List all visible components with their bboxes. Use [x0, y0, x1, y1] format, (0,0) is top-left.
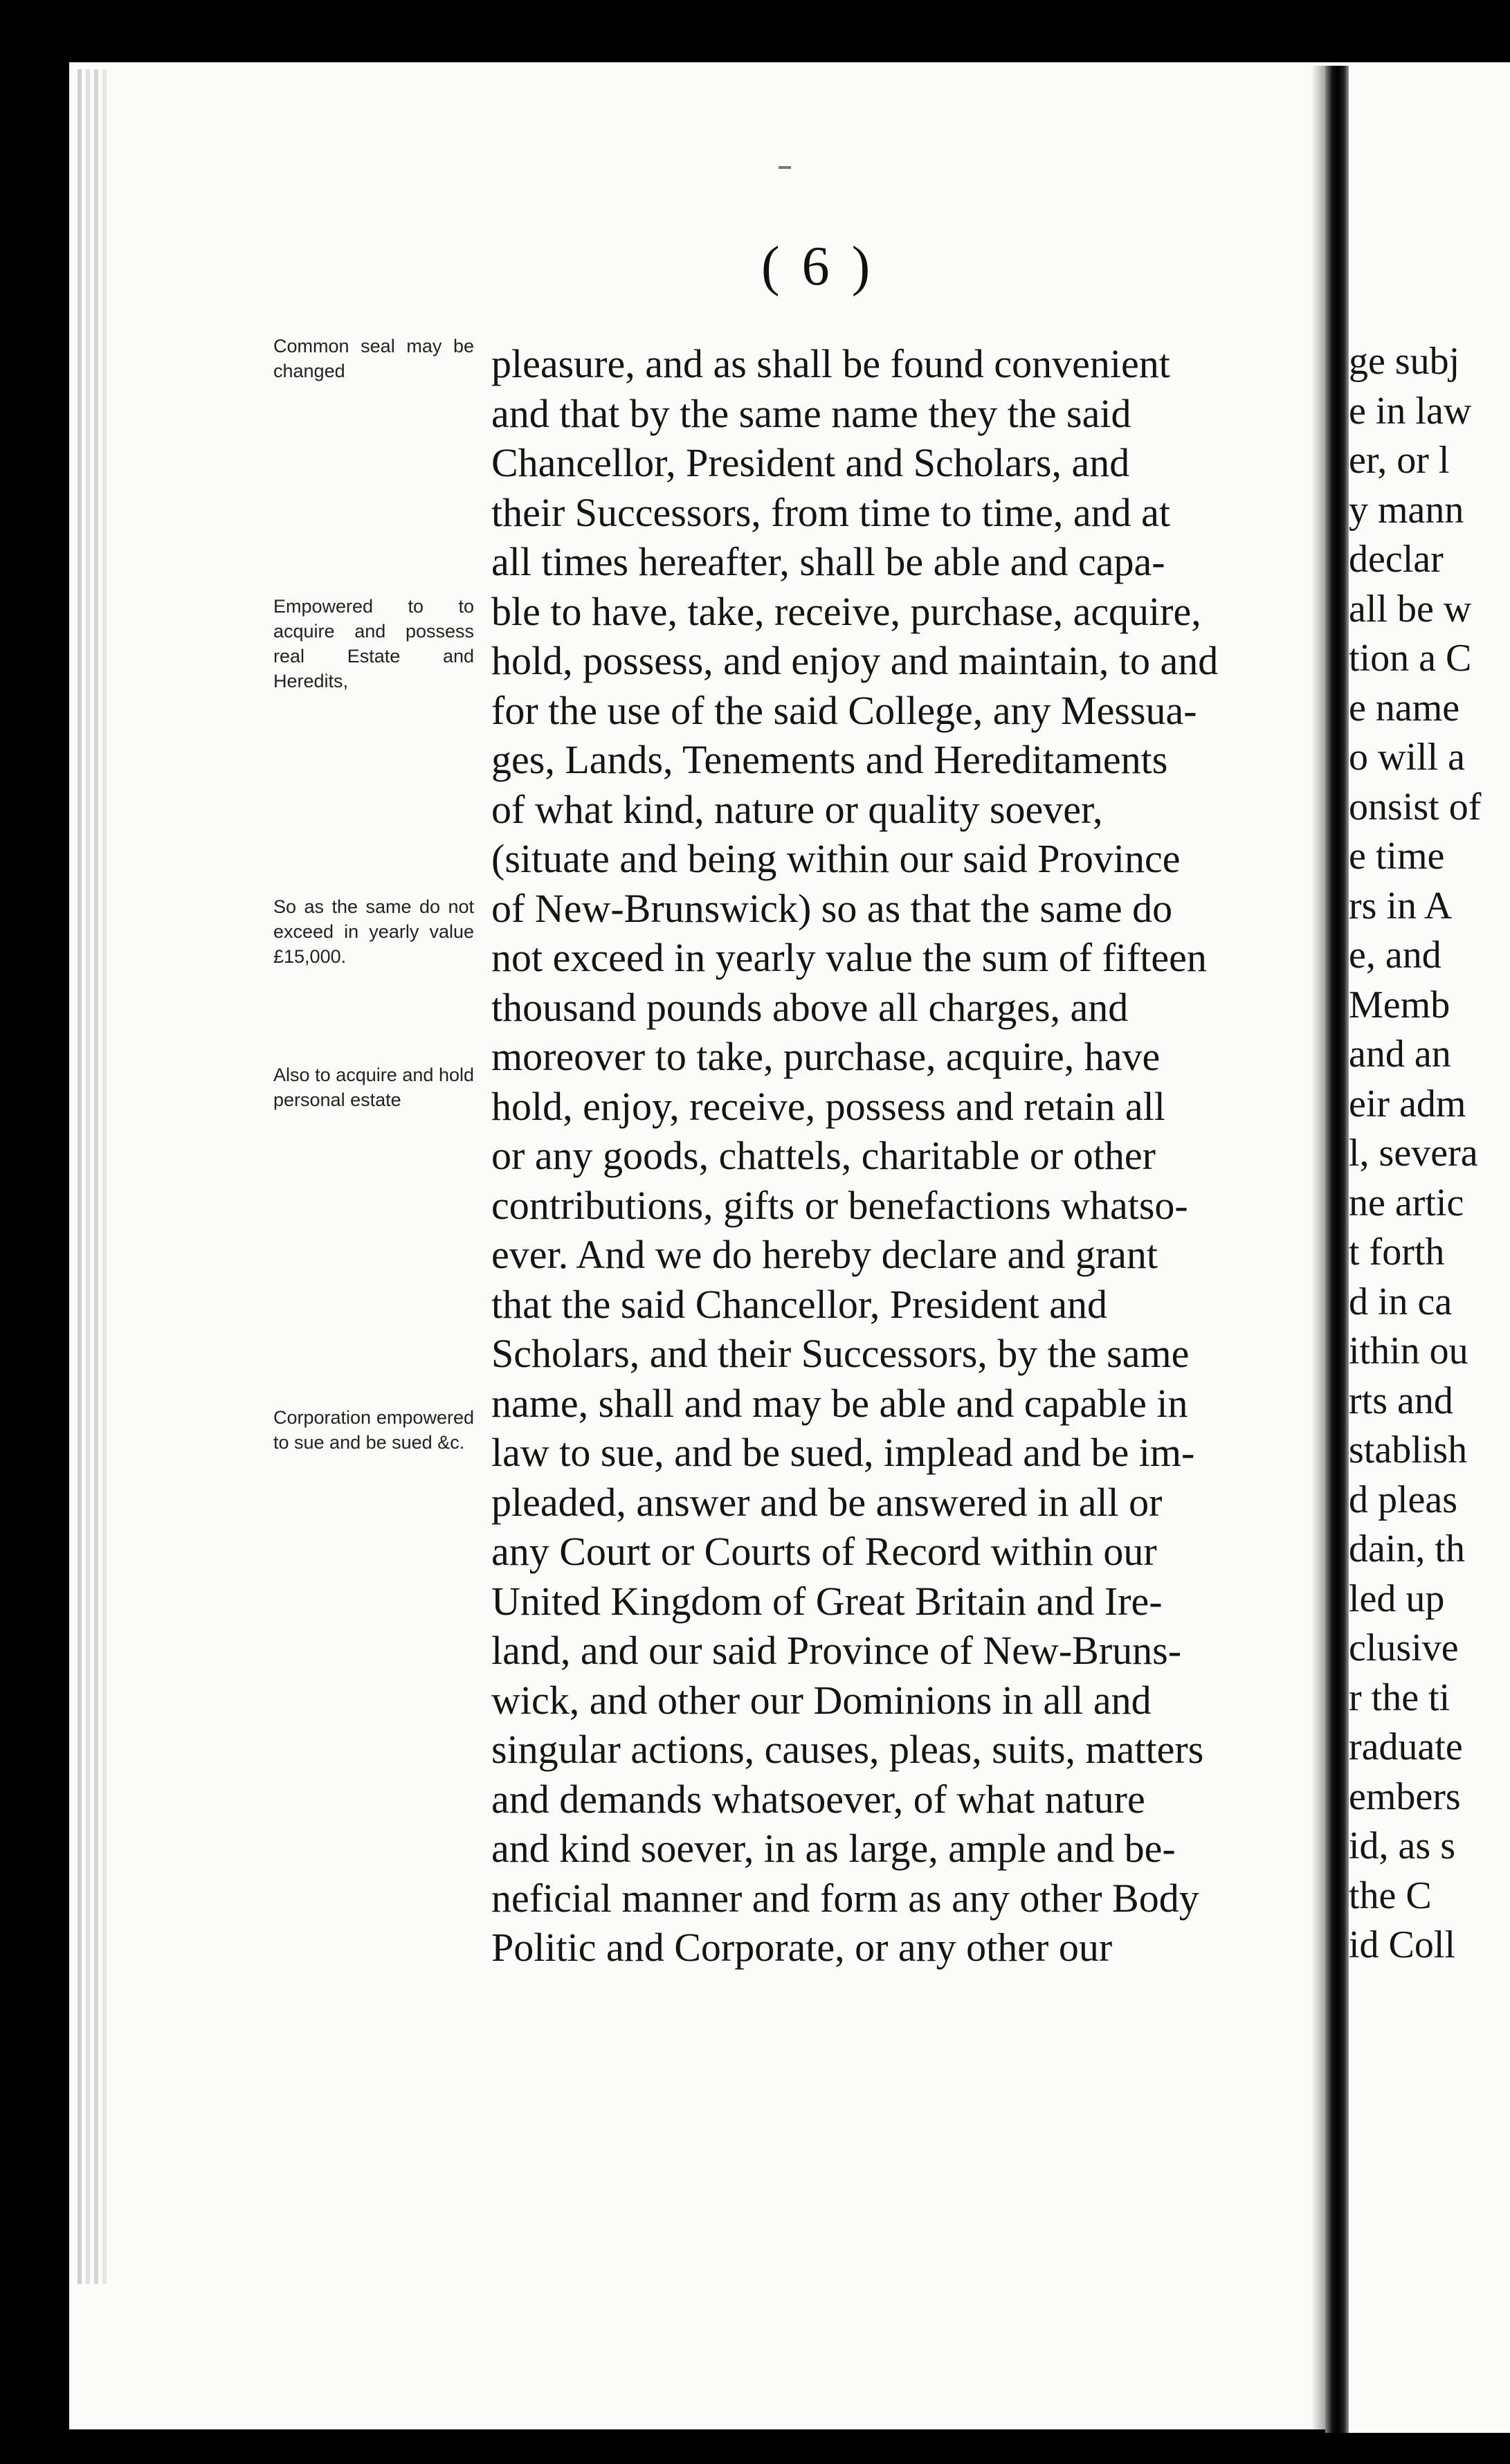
facing-text-line: and an [1349, 1033, 1451, 1076]
facing-text-line: tion a C [1349, 637, 1472, 680]
facing-text-line: onsist of [1349, 785, 1482, 828]
facing-text-line: ge subj [1349, 340, 1460, 383]
margin-note: Also to acquire and hold personal estate [273, 1065, 474, 1110]
page-edge [94, 69, 98, 2284]
text-line: and kind soever, in as large, ample and be- [491, 1826, 1176, 1871]
page-number: ( 6 ) [761, 236, 875, 297]
facing-text-line: d pleas [1349, 1478, 1458, 1521]
facing-text-line: embers [1349, 1775, 1461, 1818]
page-edge [86, 69, 90, 2284]
facing-text-line: id, as s [1349, 1824, 1455, 1867]
text-line: law to sue, and be sued, implead and be im- [491, 1430, 1195, 1475]
facing-text-line: t forth [1349, 1231, 1445, 1274]
text-line: wick, and other our Dominions in all and [491, 1677, 1152, 1723]
facing-text-line: stablish [1349, 1429, 1468, 1471]
text-line: moreover to take, purchase, acquire, have [491, 1034, 1161, 1079]
text-line: hold, enjoy, receive, possess and retain all [491, 1083, 1165, 1129]
text-line: singular actions, causes, pleas, suits, matters [491, 1727, 1204, 1772]
text-line: United Kingdom of Great Britain and Ire- [491, 1578, 1163, 1624]
text-line: and that by the same name they the said [491, 390, 1131, 436]
facing-text-line: l, severa [1349, 1132, 1478, 1175]
text-line: of what kind, nature or quality soever, [491, 786, 1103, 832]
facing-text-line: id Coll [1349, 1923, 1456, 1966]
book-gutter [1325, 66, 1349, 2433]
page-edge [78, 69, 82, 2284]
margin-note: So as the same do not exceed in yearly value £15,000. [273, 896, 474, 967]
facing-text-line: e time [1349, 835, 1445, 878]
text-line: for the use of the said College, any Messua- [491, 687, 1197, 733]
facing-text-line: rs in A [1349, 884, 1453, 927]
text-line: that the said Chancellor, President and [491, 1281, 1107, 1327]
text-line: (situate and being within our said Province [491, 836, 1181, 881]
text-line: thousand pounds above all charges, and [491, 984, 1129, 1030]
facing-text-line: r the ti [1349, 1676, 1450, 1719]
margin-note: Common seal may be changed [273, 336, 474, 381]
text-line: land, and our said Province of New-Bruns- [491, 1628, 1182, 1673]
text-line: hold, possess, and enjoy and maintain, to and [491, 638, 1219, 683]
text-line: their Successors, from time to time, and at [491, 489, 1170, 535]
facing-text-line: declar [1349, 538, 1444, 581]
facing-text-line: raduate [1349, 1725, 1463, 1768]
ink-mark [779, 166, 791, 169]
text-line: pleaded, answer and be answered in all or [491, 1479, 1163, 1525]
facing-text-line: led up [1349, 1577, 1445, 1620]
facing-text-line: e, and [1349, 934, 1441, 977]
facing-page [1349, 66, 1510, 2433]
text-line: not exceed in yearly value the sum of fifteen [491, 935, 1207, 980]
text-line: Chancellor, President and Scholars, and [491, 440, 1130, 485]
facing-text-line: all be w [1349, 587, 1472, 631]
facing-text-line: o will a [1349, 736, 1465, 779]
text-line: ges, Lands, Tenements and Hereditaments [491, 737, 1168, 782]
text-line: any Court or Courts of Record within our [491, 1529, 1157, 1574]
text-line: or any goods, chattels, charitable or other [491, 1133, 1156, 1178]
margin-note: Empowered to to acquire and possess real Estate and Heredits, [273, 596, 474, 691]
text-line: ble to have, take, receive, purchase, acquire, [491, 588, 1201, 634]
facing-text-line: ithin ou [1349, 1330, 1468, 1373]
facing-text-line: dain, th [1349, 1528, 1465, 1570]
facing-text-line: ne artic [1349, 1181, 1464, 1224]
text-line: ever. And we do hereby declare and grant [491, 1232, 1158, 1277]
text-line: name, shall and may be able and capable in [491, 1380, 1188, 1426]
facing-text-line: clusive [1349, 1627, 1459, 1669]
page-edge [102, 69, 107, 2284]
facing-text-line: e name [1349, 686, 1460, 730]
facing-text-line: rts and [1349, 1379, 1453, 1422]
facing-text-line: e in law [1349, 389, 1472, 433]
text-line: neficial manner and form as any other Body [491, 1875, 1199, 1921]
text-line: all times hereafter, shall be able and capa- [491, 539, 1165, 584]
text-line: Politic and Corporate, or any other our [491, 1925, 1113, 1970]
facing-text-line: eir adm [1349, 1082, 1466, 1125]
facing-text-line: er, or l [1349, 439, 1450, 482]
facing-text-line: y mann [1349, 488, 1464, 532]
gutter-shadow [1311, 66, 1325, 2433]
margin-note: Corporation empowered to sue and be sued &c. [273, 1407, 474, 1453]
text-line: pleasure, and as shall be found convenient [491, 341, 1170, 386]
corner-mark [1446, 2414, 1456, 2424]
text-line: and demands whatsoever, of what nature [491, 1776, 1145, 1822]
text-line: of New-Brunswick) so as that the same do [491, 885, 1173, 931]
facing-text-line: the C [1349, 1874, 1432, 1917]
facing-text-line: Memb [1349, 983, 1450, 1026]
text-line: contributions, gifts or benefactions whatso- [491, 1182, 1188, 1228]
facing-text-line: d in ca [1349, 1280, 1453, 1323]
text-line: Scholars, and their Successors, by the same [491, 1331, 1190, 1376]
